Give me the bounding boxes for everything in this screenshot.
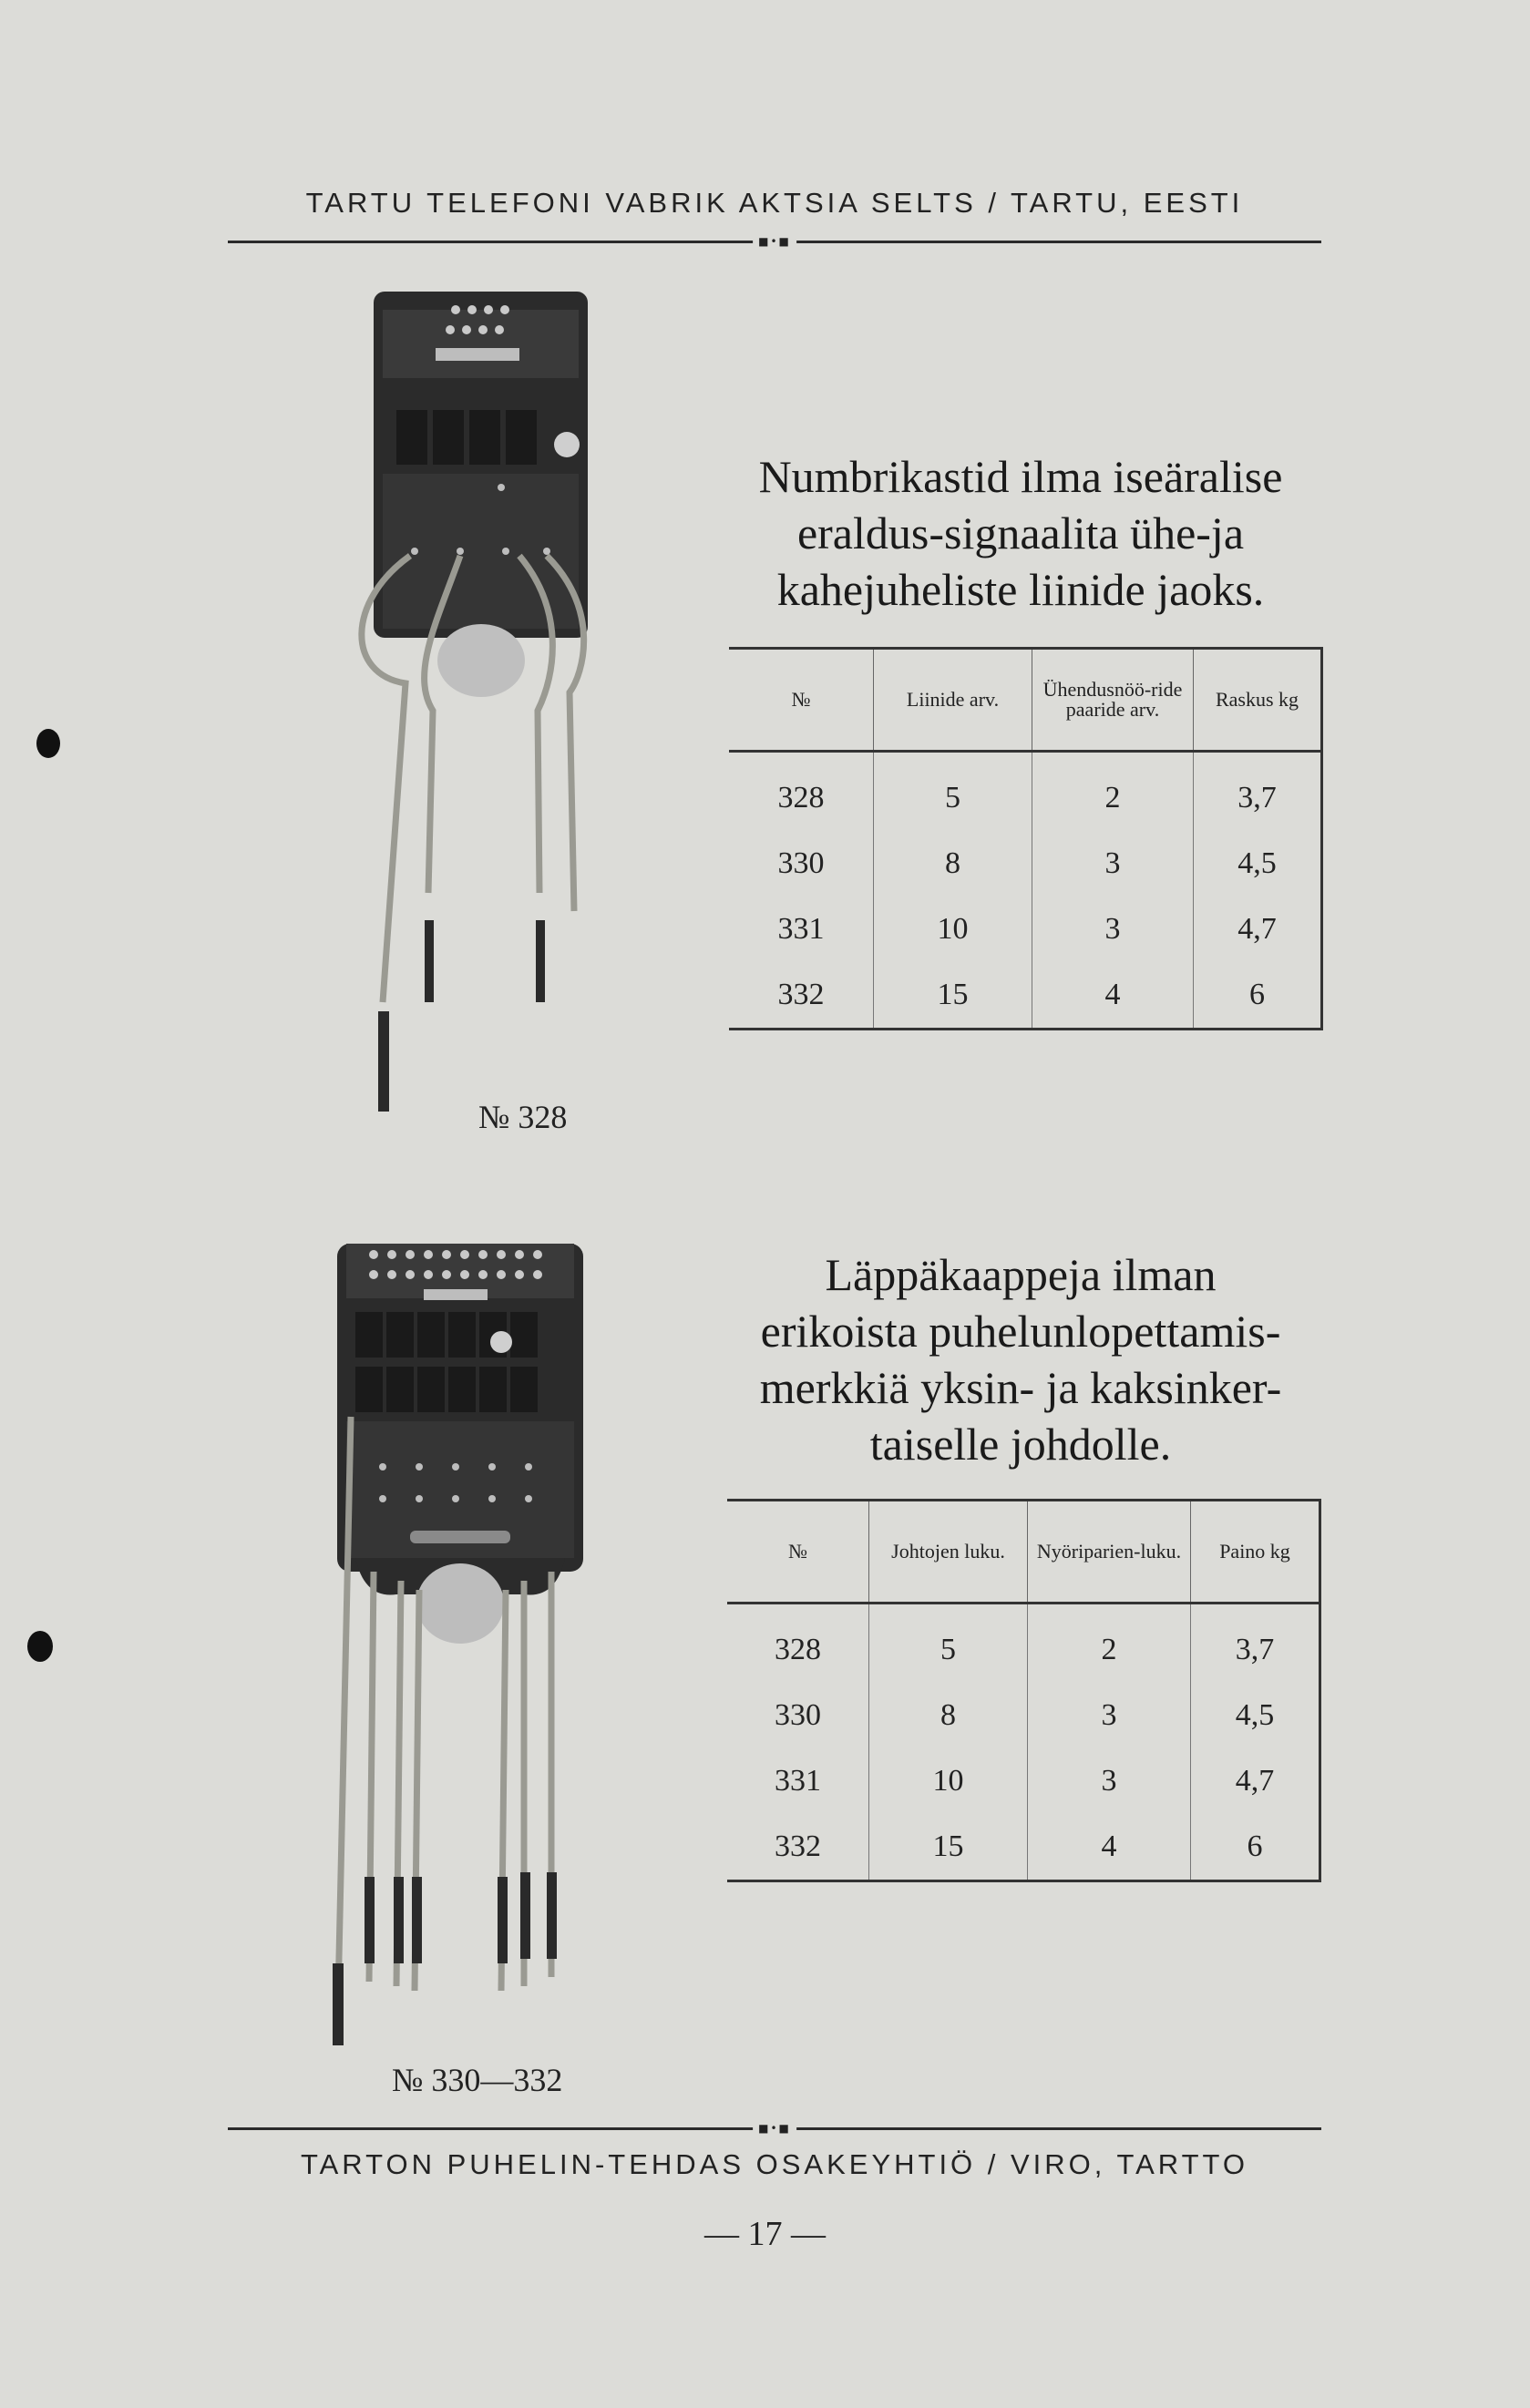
table-cell: 4 xyxy=(1032,962,1194,1030)
table-cell: 328 xyxy=(775,1633,821,1666)
rule-ornament: ■•■ xyxy=(753,235,796,248)
column-header-cord-pairs: Ühendusnöö-ride paaride arv. xyxy=(1032,649,1194,752)
table-cell: 6 xyxy=(1194,962,1322,1030)
section2-heading-line: merkkiä yksin- ja kaksinker- xyxy=(759,1362,1282,1413)
section2-heading-line: Läppäkaappeja ilman xyxy=(825,1249,1217,1300)
footer-rule xyxy=(228,2122,1321,2135)
table-cell: 2 xyxy=(1028,1604,1191,1684)
table-cell: 4,7 xyxy=(1191,1748,1320,1814)
section1-spec-table xyxy=(729,647,1323,1030)
table-cell: 330 xyxy=(777,846,825,880)
table-cell: 10 xyxy=(869,1748,1028,1814)
table-row xyxy=(727,1604,1320,1684)
table-row xyxy=(729,752,1322,832)
section2-heading-line: taiselle johdolle. xyxy=(869,1419,1172,1470)
table-cell: 3 xyxy=(1032,897,1194,962)
column-header-number: № xyxy=(729,649,874,752)
punch-hole-mark xyxy=(36,729,60,758)
section2-caption: № 330—332 xyxy=(392,2062,563,2098)
table-cell: 4,7 xyxy=(1194,897,1322,962)
section1-heading-line: kahejuheliste liinide jaoks. xyxy=(776,564,1265,615)
section2-heading-line: erikoista puhelunlopettamis- xyxy=(760,1306,1281,1357)
table-row xyxy=(729,962,1322,1030)
table-cell: 331 xyxy=(777,912,825,946)
rule-ornament: ■•■ xyxy=(753,2122,796,2135)
table-cell: 4,5 xyxy=(1194,831,1322,897)
table-row xyxy=(727,1748,1320,1814)
table-cell: 15 xyxy=(869,1814,1028,1881)
table-cell: 4,5 xyxy=(1191,1683,1320,1748)
section1-heading-line: eraldus-signaalita ühe-ja xyxy=(796,507,1245,558)
column-header-number: № xyxy=(727,1501,869,1604)
table-cell: 8 xyxy=(874,831,1032,897)
table-cell: 331 xyxy=(775,1764,821,1798)
column-header-weight: Raskus kg xyxy=(1194,649,1322,752)
table-cell: 8 xyxy=(869,1683,1028,1748)
section1-heading-line: Numbrikastid ilma iseäralise xyxy=(758,451,1283,502)
header-rule xyxy=(228,235,1321,248)
table-cell: 3 xyxy=(1028,1683,1191,1748)
table-cell: 3 xyxy=(1032,831,1194,897)
table-cell: 2 xyxy=(1032,752,1194,832)
page-header: TARTU TELEFONI VABRIK AKTSIA SELTS / TARTU, EESTI xyxy=(305,187,1244,219)
column-header-cord-pairs: Nyöriparien-luku. xyxy=(1028,1501,1191,1604)
table-row xyxy=(729,831,1322,897)
table-cell: 332 xyxy=(777,978,825,1011)
page-number: — 17 — xyxy=(704,2215,826,2253)
column-header-wire-count: Johtojen luku. xyxy=(869,1501,1028,1604)
table-cell: 15 xyxy=(874,962,1032,1030)
page-footer: TARTON PUHELIN-TEHDAS OSAKEYHTIÖ / VIRO, TARTTO xyxy=(300,2148,1249,2180)
section2-spec-table xyxy=(727,1499,1321,1882)
table-row xyxy=(727,1683,1320,1748)
table-cell: 5 xyxy=(874,752,1032,832)
table-cell: 10 xyxy=(874,897,1032,962)
section1-heading xyxy=(702,448,1340,618)
table-cell: 4 xyxy=(1028,1814,1191,1881)
table-cell: 332 xyxy=(775,1829,821,1863)
table-cell: 6 xyxy=(1191,1814,1320,1881)
table-row xyxy=(727,1814,1320,1881)
section1-caption: № 328 xyxy=(478,1099,568,1135)
punch-hole-mark xyxy=(27,1631,53,1662)
table-cell: 3,7 xyxy=(1191,1604,1320,1684)
table-cell: 328 xyxy=(777,781,825,815)
section2-heading xyxy=(702,1246,1340,1472)
table-row xyxy=(729,897,1322,962)
table-cell: 3 xyxy=(1028,1748,1191,1814)
table-cell: 5 xyxy=(869,1604,1028,1684)
column-header-lines: Liinide arv. xyxy=(874,649,1032,752)
table-cell: 330 xyxy=(775,1698,821,1732)
column-header-weight: Paino kg xyxy=(1191,1501,1320,1604)
switchboard-328-photo xyxy=(328,292,638,1130)
table-cell: 3,7 xyxy=(1194,752,1322,832)
switchboard-330-332-photo xyxy=(310,1235,611,2064)
